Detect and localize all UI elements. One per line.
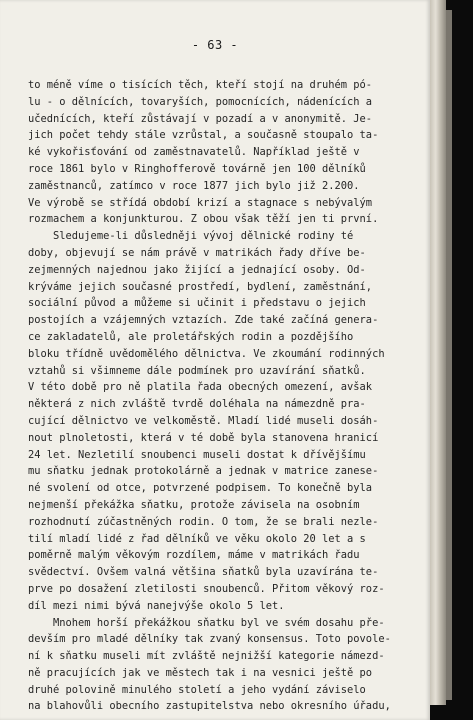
- text-line: Mnohem horší překážkou sňatku byl ve svém dosahu pře-: [28, 616, 385, 629]
- text-line: mu sňatku jednak protokolárně a jednak v matrice zanese-: [28, 465, 379, 478]
- text-line: devším pro mladé dělníky tak zvaný konsensus. Toto povole-: [28, 633, 391, 646]
- text-line: zejmenných najednou jako žijící a jednající osoby. Od-: [28, 263, 366, 276]
- text-line: ce zakladatelů, ale proletářských rodin a pozdějšího: [28, 330, 354, 343]
- text-line: sociální původ a můžeme si učinit i představu o jejich: [28, 297, 366, 310]
- text-line: rozhodnutí zúčastněných rodin. O tom, že se brali nezle-: [28, 515, 379, 528]
- text-line: nejmenší překážka sňatku, protože závisela na osobním: [28, 498, 360, 511]
- text-line: učednících, kteří zůstávají v pozadí a v anonymitě. Je-: [28, 112, 373, 125]
- text-line: ké vykořisťování od zaměstnavatelů. Například ještě v: [28, 146, 360, 159]
- text-line: lu - o dělnících, tovaryších, pomocnících, nádenících a: [28, 95, 373, 108]
- text-line: ní k sňatku museli mít zvláště nejnižší kategorie námezd-: [28, 650, 385, 663]
- text-line: Ve výrobě se střídá období krizí a stagnace s nebývalým: [28, 196, 373, 209]
- text-line: ně pracujících jak ve městech tak i na vesnici ještě po: [28, 666, 373, 679]
- text-line: vztahů si všimneme dále podmínek pro uzavírání sňatků.: [28, 364, 366, 377]
- text-line: né svolení od otce, potvrzené podpisem. To konečně byla: [28, 482, 373, 495]
- text-line: díl mezi nimi bývá nanejvýše okolo 5 let.: [28, 599, 285, 612]
- text-line: jich počet tehdy stále vzrůstal, a současně stoupalo ta-: [28, 129, 379, 142]
- text-line: V této době pro ně platila řada obecných omezení, avšak: [28, 381, 373, 394]
- text-line: cující dělnictvo ve velkoměstě. Mladí lidé museli dosáh-: [28, 414, 379, 427]
- text-line: zaměstnanců, zatímco v roce 1877 jich bylo již 2.200.: [28, 179, 360, 192]
- text-line: nout plnoletosti, která v té době byla stanovena hranicí: [28, 431, 379, 444]
- text-line: poměrně malým věkovým rozdílem, máme v matrikách řadu: [28, 549, 360, 562]
- text-line: rozmachem a konjunkturou. Z obou však těží jen ti první.: [28, 213, 379, 226]
- page-edge: [430, 0, 446, 705]
- text-line: doby, objevují se nám právě v matrikách řady dříve be-: [28, 246, 366, 259]
- text-line: některá z nich zvláště tvrdě doléhala na námezdně pra-: [28, 398, 366, 411]
- text-line: Sledujeme-li důsledněji vývoj dělnické rodiny té: [28, 230, 354, 243]
- text-line: svědectví. Ovšem valná většina sňatků byla uzavírána te-: [28, 566, 379, 579]
- text-line: to méně víme o tisících těch, kteří stojí na druhém pó-: [28, 79, 373, 91]
- text-line: na blahovůli obecního zastupitelstva nebo okresního úřadu,: [28, 700, 391, 713]
- text-line: tilí mladí lidé z řad dělníků ve věku okolo 20 let a s: [28, 532, 366, 545]
- text-line: 24 let. Nezletilí snoubenci museli dostat k dřívějšímu: [28, 448, 366, 461]
- text-line: bloku třídně uvědomělého dělnictva. Ve zkoumání rodinných: [28, 347, 385, 360]
- text-line: druhé polovině minulého století a jeho vydání záviselo: [28, 683, 366, 696]
- text-line: prve po dosažení zletilosti snoubenců. Přitom věkový roz-: [28, 582, 385, 595]
- text-line: krýváme jejich současné prostředí, bydlení, zaměstnání,: [28, 280, 373, 293]
- text-line: postojích a vzájemných vztazích. Zde také začíná genera-: [28, 314, 379, 327]
- text-line: roce 1861 bylo v Ringhofferově továrně jen 100 dělníků: [28, 162, 366, 175]
- book-spine-edge: [446, 10, 452, 700]
- body-text: [28, 77, 426, 715]
- page-number: - 63 -: [191, 38, 239, 52]
